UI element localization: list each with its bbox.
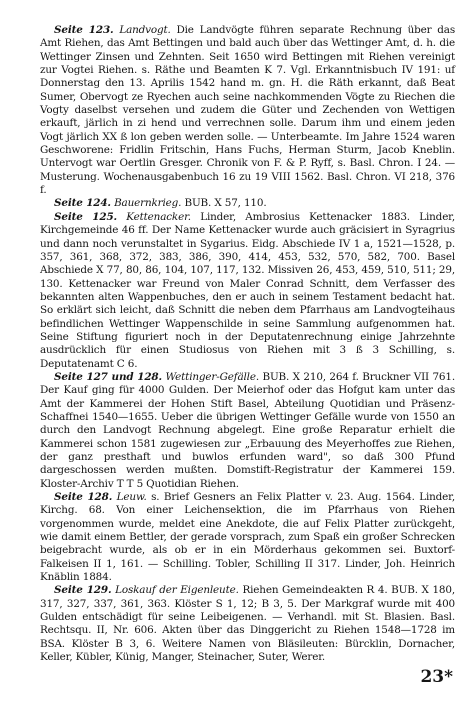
note-body: Linder, Ambrosius Kettenacker 1883. Linder, Kirchgemeinde 46 ff. Der Name Kettenacker wurde auch gräcisiert in Syragrius und dann noch verunstaltet in Sygarius. Eidg. Abschiede IV 1 a, 1521—1528, p. 357, 361, 368, 372, 383, 386, 390, 414, 453, 532, 570, 582, 700. Basel Abschiede X 77, 80, 86, 104, 107, 117, 132. Missiven 26, 453, 459, 510, 511; 29, 130. Kettenacker war Freund von Maler Conrad Schnitt, dem Verfasser des bekannten alten Wappenbuches, den er auch in seinem Testament bedacht hat. So erklärt sich leicht, daß Schnitt die neben dem Pfarrhaus am Landvogteihaus befindlichen Wettinger Wappenschilde in seine Sammlung aufgenommen hat. Seine Stiftung figuriert noch in der Deputatenrechnung einige Jahrzehnte ausdrücklich für einen Studiosus von Riehen mit 3 ß 3 Schilling, s. Deputatenamt C 6. (40, 210, 456, 370)
notes-page (40, 24, 455, 665)
note-body: s. Brief Gesners an Felix Platter v. 23. Aug. 1564. Linder, Kirchg. 68. Von einer Leichensektion, die im Pfarrhaus von Riehen vorgenommen wurde, meldet eine Anekdote, die auf Felix Platter zurückgeht, wie damit einem Bettler, der gerade vorsprach, zum Spaß ein großer Schrecken beigebracht wurde, als ob er in ein Mörderhaus gekommen sei. Buxtorf-Falkeisen II 1, 161. — Schilling. Tobler, Schilling II 317. Linder, Joh. Heinrich Knäblin 1884. (40, 491, 456, 584)
note-heading: Seite 123. (54, 24, 114, 36)
note-heading: Seite 124. (54, 197, 111, 210)
note-body: Die Landvögte führen separate Rechnung über das Amt Riehen, das Amt Bettingen und bald auch über das Wettinger Amt, d. h. die Wettinger Zinsen und Zehnten. Seit 1650 wird Bettingen mit Riehen vereinigt zur Vogtei Riehen. s. Räthe und Beamten K 7. Vgl. Erkanntnisbuch IV 191: uf Donnerstag den 13. Aprilis 1542 hand m. gn. H. die Räth erkannt, daß Beat Sumer, Obervogt ze Ryechen auch seine nachkommenden Vögte zu Riechen die Vogty daselbst versehen und zudem die Güter und Zechenden von Wettigen erkauft, järlich in zi hend und verrechnen solle. Darum ihm und einem jeden Vogt järlich XX ß lon geben werden solle. — Unterbeamte. Im Jahre 1524 waren Geschworene: Fridlin Fritschin, Hans Fuchs, Herman Sturm, Jacob Kneblin. Untervogt war Oertlin Gresger. Chronik von F. & P. Ryff, s. Basl. Chron. I 24. — Musterung. Wochenausgabenbuch 16 zu 19 VIII 1562. Basl. Chron. VI 218, 376 f. (40, 24, 455, 197)
note-body: Riehen Gemeindeakten R 4. BUB. X 180, 317, 327, 337, 361, 363. Klöster S 1, 12; B 3, 5. Der Markgraf wurde mit 400 Gulden entschädigt für seine Leibeigenen. — Verhandl. mit St. Blasien. Basl. Rechtsqu. II, Nr. 606. Akten über das Dinggericht zu Riehen 1548—1728 im BSA. Klöster B 3, 6. Weitere Namen von Bläsileuten: Bürcklin, Dornacher, Keller, Kübler, Künig, Manger, Steinacher, Suter, Werer. (40, 584, 455, 664)
note-title: Kettenacker. (126, 210, 191, 223)
note-paragraph-124 (40, 197, 455, 210)
note-heading: Seite 128. (54, 491, 113, 504)
note-title: Wettinger-Gefälle. (165, 370, 259, 383)
note-paragraph-129 (40, 584, 455, 664)
note-heading: Seite 127 und 128. (54, 370, 162, 383)
note-heading: Seite 125. (54, 210, 118, 223)
note-paragraph-123 (40, 24, 455, 197)
note-title: Landvogt. (119, 24, 171, 36)
note-title: Leuw. (116, 491, 147, 504)
note-paragraph-128 (40, 491, 455, 584)
note-body: BUB. X 57, 110. (184, 197, 267, 210)
page-number: 23* (420, 667, 453, 687)
note-title: Loskauf der Eigenleute. (115, 584, 239, 597)
note-title: Bauernkrieg. (114, 197, 182, 210)
note-paragraph-127-128 (40, 371, 455, 491)
note-heading: Seite 129. (54, 584, 112, 597)
note-paragraph-125 (40, 211, 455, 371)
note-body: BUB. X 210, 264 f. Bruckner VII 761. Der Kauf ging für 4000 Gulden. Der Meierhof oder das Hofgut kam unter das Amt der Kammerei der Hohen Stift Basel, Abteilung Quotidian und Präsenz-Schaffnei 1540—1655. Ueber die übrigen Wettinger Gefälle wurde von 1550 an durch den Landvogt Rechnung abgelegt. Eine große Reparatur erhielt die Kammerei schon 1581 zugewiesen zur „Erbauung des Meyerhoffes zue Riehen, der ganz presthaft und buwlos erfunden ward", so daß 300 Pfund dargeschossen werden mußten. Domstift-Registratur der Kammerei 159. Kloster-Archiv T T 5 Quotidian Riehen. (40, 370, 456, 490)
